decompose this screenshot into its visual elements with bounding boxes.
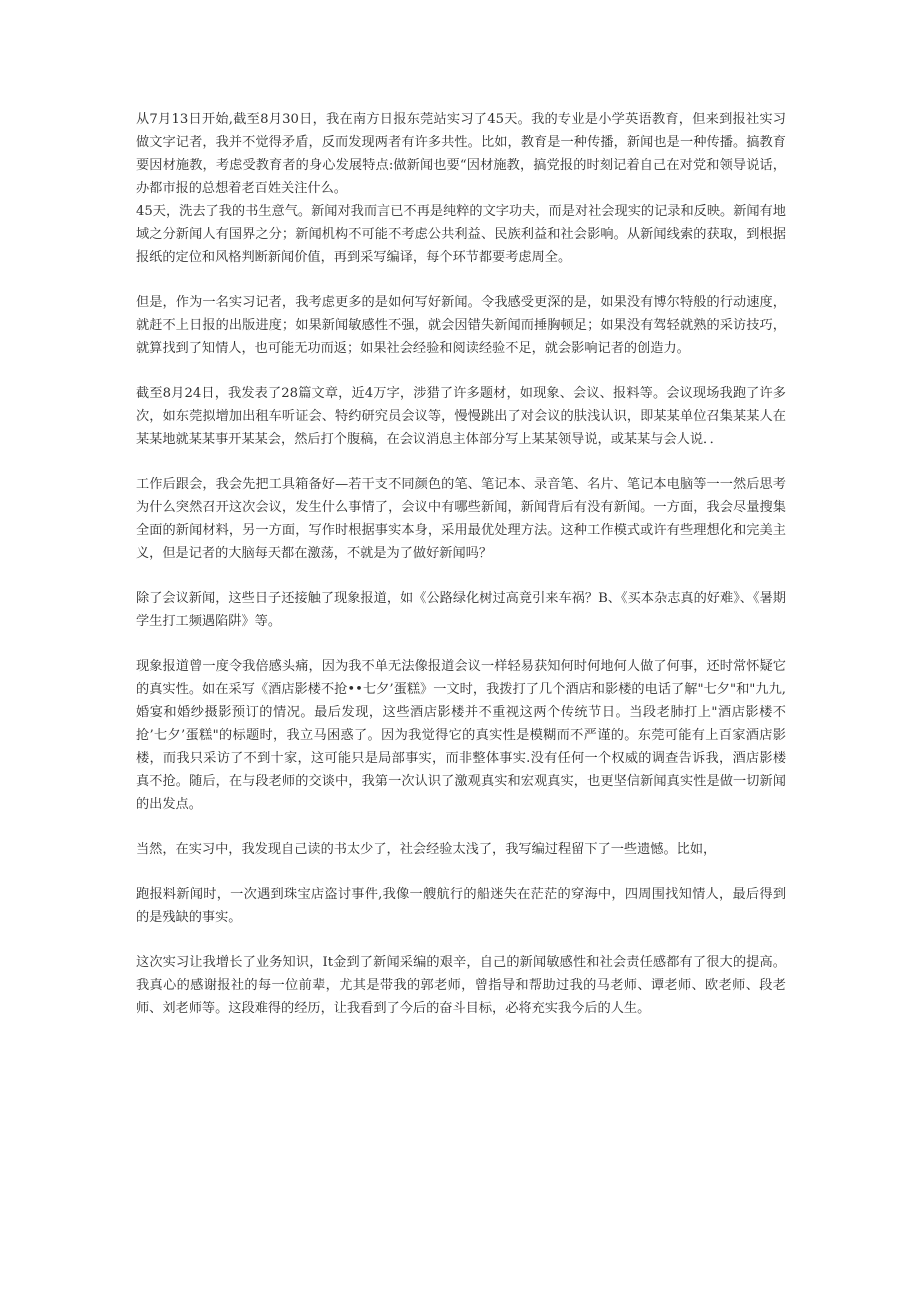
paragraph-8: 当然，在实习中，我发现自己读的书太少了，社会经验太浅了，我写编过程留下了一些遗憾。比如，: [136, 842, 717, 857]
paragraph-5: 工作后跟会，我会先把工具箱备好—若干支不同颜色的笔、笔记本、录音笔、名片、笔记本电脑等一一然后思考为什么突然召开这次会议，发生什么事情了，会议中有哪些新闻，新闻背后有没有新闻。一方面，我会尽量搜集全面的新闻材料，另一方面，写作时根据事实本身，采用最优处理方法。这种工作模式或许有些理想化和完美主义，但是记者的大脑每天都在激荡，不就是为了做好新闻吗？: [136, 477, 786, 561]
document-body: [136, 108, 786, 1020]
paragraph-9: 跑报料新闻时，一次遇到珠宝店盗讨事件,我像一艘航行的船迷失在茫茫的穿海中，四周围找知情人，最后得到的是残缺的事实。: [136, 887, 786, 925]
paragraph-10: 这次实习让我增长了业务知识，It金到了新闻采编的艰辛，自己的新闻敏感性和社会责任感都有了很大的提高。我真心的感谢报社的每一位前辈，尤其是带我的郭老师，曾指导和帮助过我的马老师、谭老师、欧老师、段老师、刘老师等。这段难得的经历，让我看到了今后的奋斗目标，必将充实我今后的人生。: [136, 955, 786, 1016]
paragraph-7: 现象报道曾一度令我倍感头痛，因为我不单无法像报道会议一样轻易获知何时何地何人做了何事，还时常怀疑它的真实性。如在采写《酒店影楼不抢••七夕’蛋糕》一文时，我拨打了几个酒店和影楼的电话了解"七夕"和"九九,婚宴和婚纱摄影预订的情况。最后发现，这些酒店影楼并不重视这两个传统节日。当段老肺打上"酒店影楼不抢’七夕’蛋糕"的标题时，我立马困惑了。因为我觉得它的真实性是模糊而不严谨的。东莞可能有上百家酒店影楼，而我只采访了不到十家，这可能只是局部事实，而非整体事实.没有任何一个权威的调查告诉我，酒店影楼真不抢。随后，在与段老师的交谈中，我第一次认识了激观真实和宏观真实，也更坚信新闻真实性是做一切新闻的出发点。: [136, 659, 787, 812]
paragraph-1: 从7月13日开始,截至8月30日，我在南方日报东莞站实习了45天。我的专业是小学英语教育，但来到报社实习做文字记者，我并不觉得矛盾，反而发现两者有许多共性。比如，教育是一种传播，新闻也是一种传播。搞教育要因材施教，考虑受教育者的身心发展特点:做新闻也要“因材施教，搞党报的时刻记着自己在对党和领导说话，办都市报的总想着老百姓关注什么。: [136, 112, 786, 196]
paragraph-2: 45天，洗去了我的书生意气。新闻对我而言已不再是纯粹的文字功夫，而是对社会现实的记录和反映。新闻有地域之分新闻人有国界之分；新闻机构不可能不考虑公共利益、民族利益和社会影响。从新闻线索的获取，到根据报纸的定位和风格判断新闻价值，再到采写编译，每个环节都要考虑周全。: [136, 204, 786, 265]
paragraph-3: 但是，作为一名实习记者，我考虑更多的是如何写好新闻。令我感受更深的是，如果没有博尔特般的行动速度，就赶不上日报的出版进度；如果新闻敏感性不强，就会因错失新闻而捶胸顿足；如果没有驾轻就熟的采访技巧，就算找到了知情人，也可能无功而返；如果社会经验和阅读经验不足，就会影响记者的创造力。: [136, 295, 786, 356]
paragraph-6: 除了会议新闻，这些日子还接触了现象报道，如《公路绿化树过高竟引来车祸？B、《买本杂志真的好难》、《暑期学生打工频遇陷阱》等。: [136, 591, 786, 629]
paragraph-4: 截至8月24日，我发表了28篇文章，近4万字，涉猎了许多题材，如现象、会议、报料等。会议现场我跑了许多次，如东莞拟增加出租车听证会、特约研究员会议等，慢慢跳出了对会议的肤浅认识，即某某单位召集某某人在某某地就某某事开某某会，然后打个腹稿，在会议消息主体部分写上某某领导说，或某某与会人说．．: [136, 386, 786, 447]
